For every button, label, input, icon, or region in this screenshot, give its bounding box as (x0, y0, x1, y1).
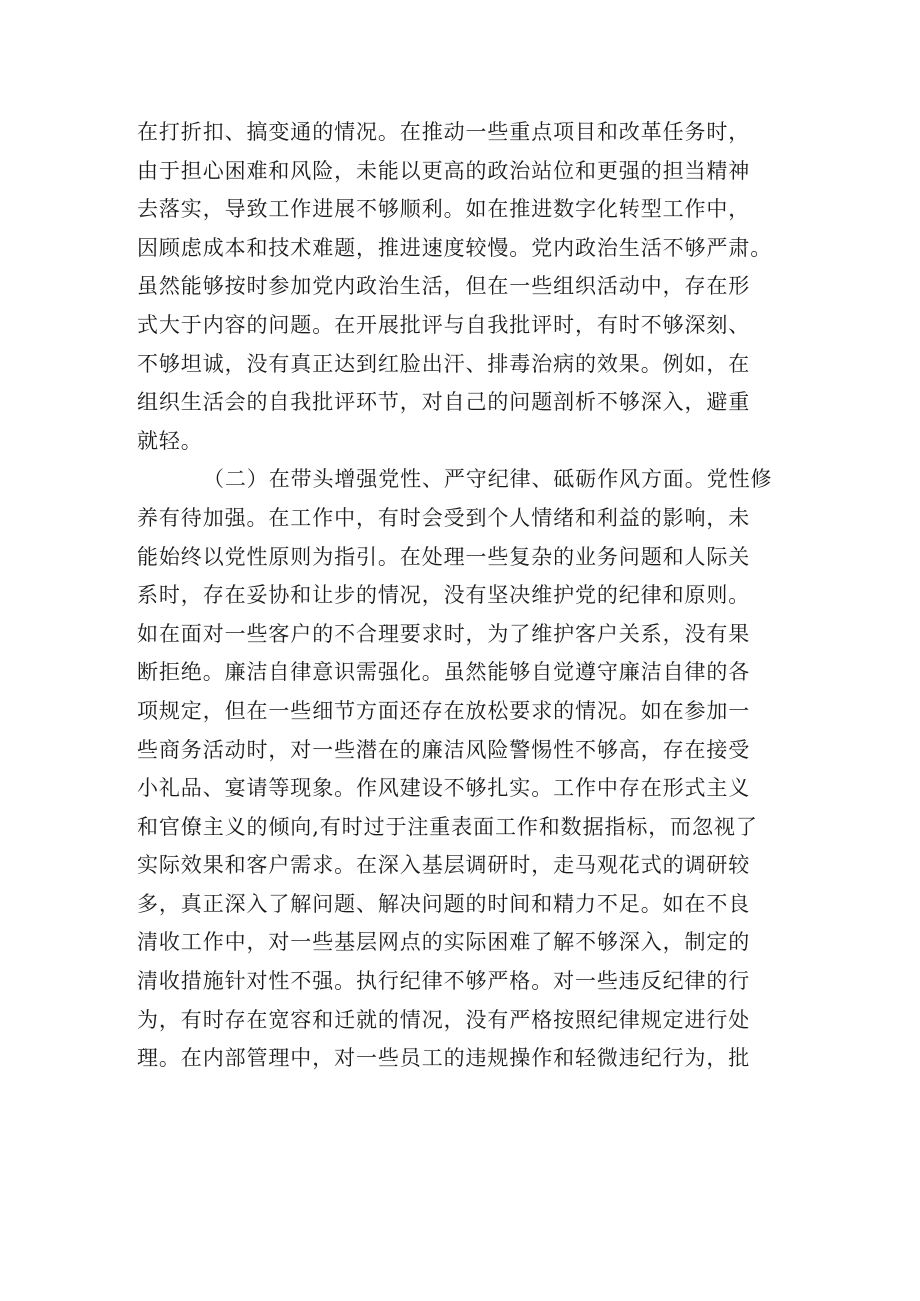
text-line: 去落实，导致工作进展不够顺利。如在推进数字化转型工作中， (137, 197, 751, 222)
text-line: 由于担心困难和风险，未能以更高的政治站位和更强的担当精神 (137, 158, 751, 183)
section-heading-line: （二）在带头增强党性、严守纪律、砥砺作风方面。党性修 (203, 467, 773, 492)
text-line: 为，有时存在宽容和迁就的情况，没有严格按照纪律规定进行处 (137, 1007, 751, 1032)
text-line: 如在面对一些客户的不合理要求时，为了维护客户关系，没有果 (137, 621, 751, 646)
text-line: 小礼品、宴请等现象。作风建设不够扎实。工作中存在形式主义 (137, 776, 751, 801)
paragraph-2 (137, 460, 797, 1078)
text-line: 项规定，但在一些细节方面还存在放松要求的情况。如在参加一 (137, 698, 751, 723)
text-line: 实际效果和客户需求。在深入基层调研时，走马观花式的调研较 (137, 853, 751, 878)
text-line: 系时，存在妥协和让步的情况，没有坚决维护党的纪律和原则。 (137, 583, 751, 608)
text-line: 式大于内容的问题。在开展批评与自我批评时，有时不够深刻、 (137, 312, 751, 337)
text-line: 虽然能够按时参加党内政治生活，但在一些组织活动中，存在形 (137, 274, 751, 299)
text-line: 理。在内部管理中，对一些员工的违规操作和轻微违纪行为，批 (137, 1046, 751, 1071)
text-line: 不够坦诚，没有真正达到红脸出汗、排毒治病的效果。例如，在 (137, 351, 751, 376)
text-line: 能始终以党性原则为指引。在处理一些复杂的业务问题和人际关 (137, 544, 751, 569)
text-line: 清收工作中，对一些基层网点的实际困难了解不够深入，制定的 (137, 930, 751, 955)
text-line: 因顾虑成本和技术难题，推进速度较慢。党内政治生活不够严肃。 (137, 235, 773, 260)
text-line: 在打折扣、搞变通的情况。在推动一些重点项目和改革任务时， (137, 120, 751, 144)
text-line: 清收措施针对性不强。执行纪律不够严格。对一些违反纪律的行 (137, 969, 751, 994)
text-line: 就轻。 (137, 428, 203, 453)
text-line: 些商务活动时，对一些潜在的廉洁风险警惕性不够高，存在接受 (137, 737, 751, 762)
document-body (137, 113, 797, 1078)
text-line: 组织生活会的自我批评环节，对自己的问题剖析不够深入，避重 (137, 390, 751, 415)
text-line: 多，真正深入了解问题、解决问题的时间和精力不足。如在不良 (137, 891, 751, 916)
text-line: 和官僚主义的倾向,有时过于注重表面工作和数据指标，而忽视了 (137, 814, 758, 839)
text-line: 养有待加强。在工作中，有时会受到个人情绪和利益的影响，未 (137, 505, 751, 530)
paragraph-1 (137, 113, 797, 460)
text-line: 断拒绝。廉洁自律意识需强化。虽然能够自觉遵守廉洁自律的各 (137, 660, 751, 685)
